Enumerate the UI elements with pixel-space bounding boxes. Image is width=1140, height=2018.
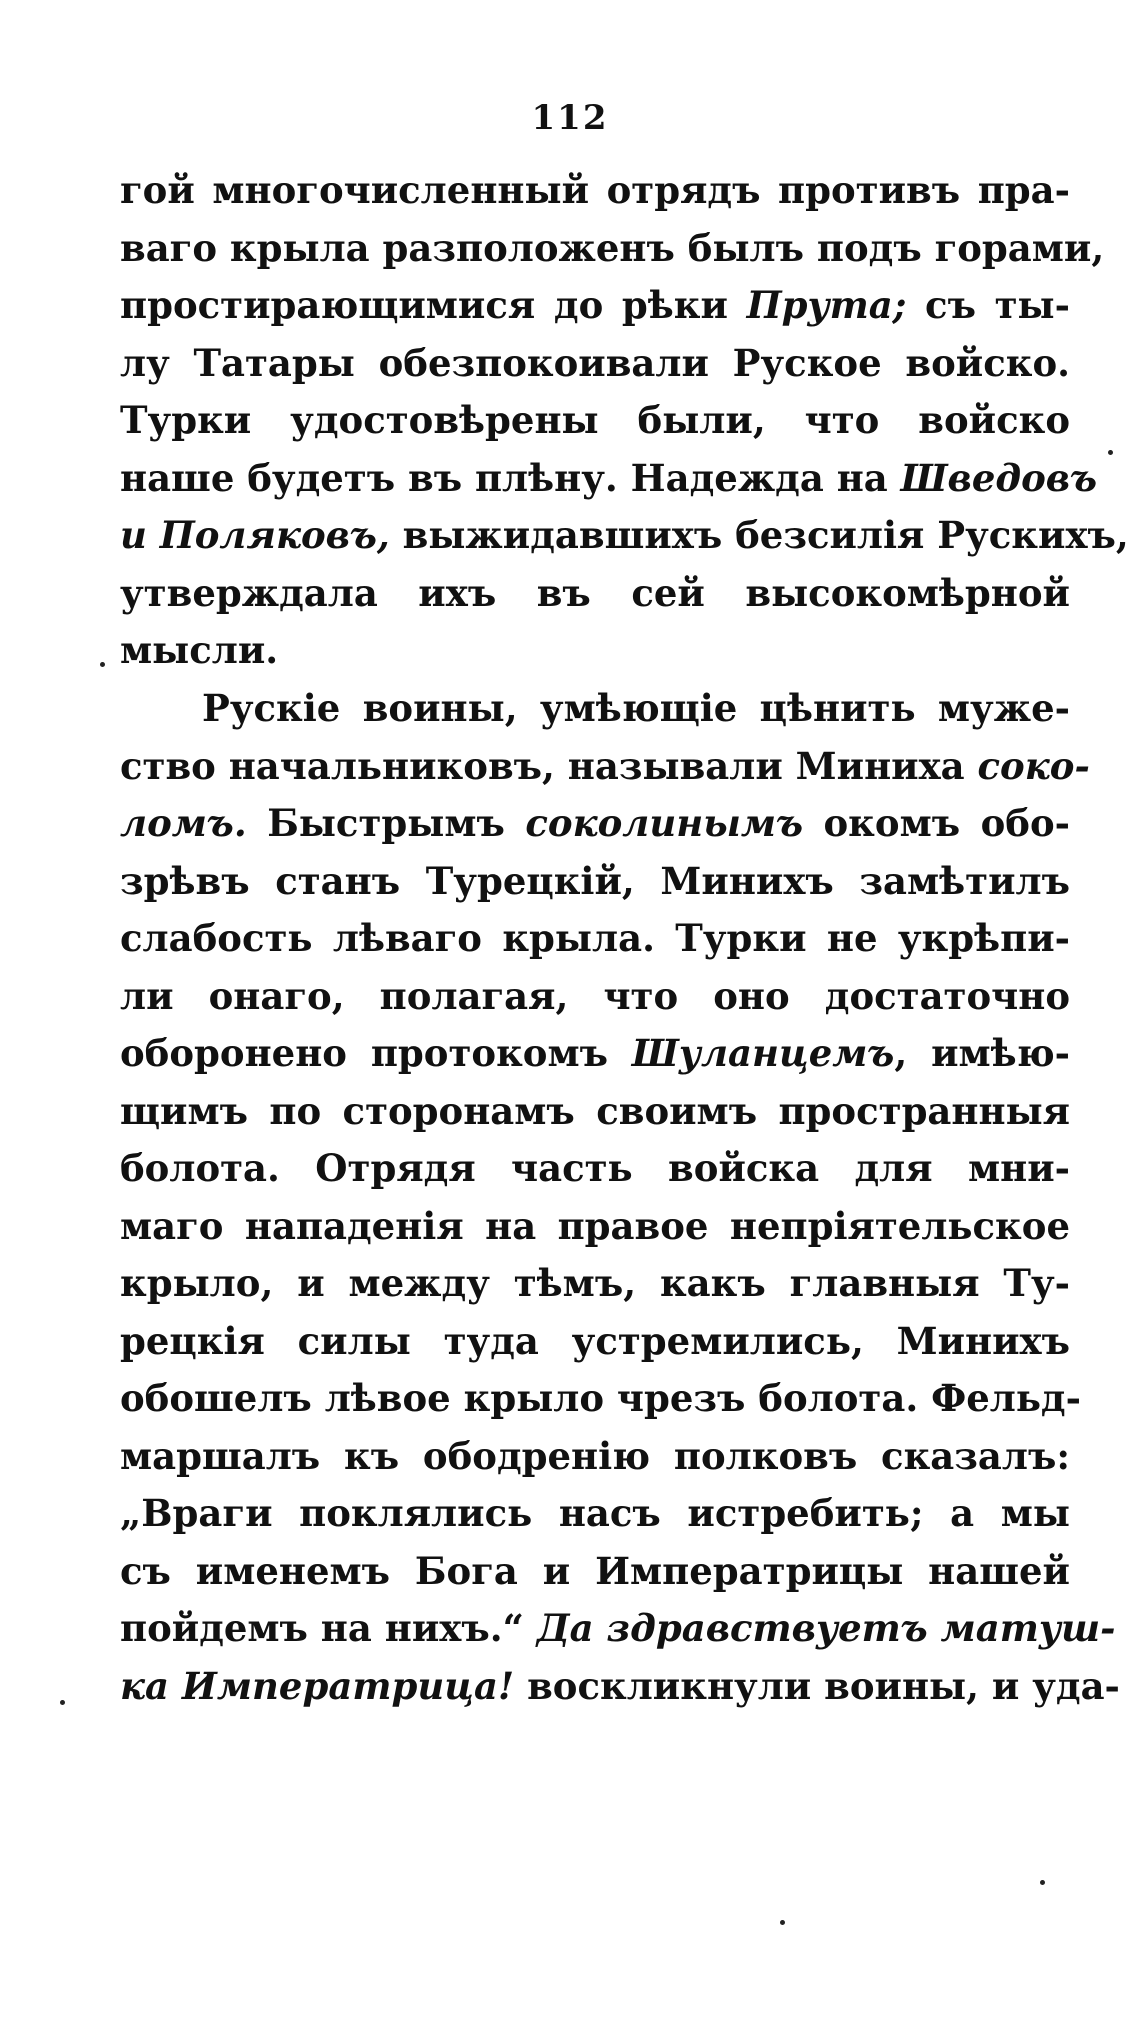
scan-speck (60, 1700, 65, 1705)
text-line: болота. Отрядя часть войска для мни- (120, 1146, 1070, 1190)
scan-speck (100, 662, 105, 667)
text-line: пойдемъ на нихъ.“ Да здравствуетъ матуш- (120, 1606, 1116, 1650)
text-line: слабость лѣваго крыла. Турки не укрѣпи- (120, 916, 1070, 960)
text-line: маго нападенія на правое непріятельское (120, 1203, 1070, 1248)
text-line: простирающимися до рѣки Прута; съ ты- (120, 283, 1070, 327)
text-line: утверждала ихъ въ сей высокомѣрной (120, 570, 1070, 615)
text-line: „Враги поклялись насъ истребить; а мы (120, 1491, 1070, 1535)
text-line: Рускіе воины, умѣющіе цѣнить муже- (202, 686, 1070, 730)
text-line: оборонено протокомъ Шуланцемъ, имѣю- (120, 1031, 1070, 1075)
paragraph-1 (120, 162, 1129, 680)
text-line: съ именемъ Бога и Императрицы нашей (120, 1548, 1070, 1593)
page-number: 112 (531, 98, 609, 138)
paragraph-2 (120, 680, 1120, 1715)
scan-speck (1040, 1880, 1045, 1885)
text-line: крыло, и между тѣмъ, какъ главныя Ту- (120, 1261, 1070, 1305)
text-line: наше будетъ въ плѣну. Надежда на Шведовъ (120, 455, 1098, 500)
scan-speck (780, 1920, 785, 1925)
text-line: лу Татары обезпокоивали Руское войско. (120, 340, 1070, 385)
text-line: щимъ по сторонамъ своимъ пространныя (120, 1088, 1070, 1133)
scan-speck (1108, 450, 1113, 455)
text-line: гой многочисленный отрядъ противъ пра- (120, 168, 1070, 212)
text-line: ка Императрица! воскликнули воины, и уда- (120, 1663, 1120, 1708)
text-line: маршалъ къ ободренію полковъ сказалъ: (120, 1433, 1070, 1478)
text-line: обошелъ лѣвое крыло чрезъ болота. Фельд- (120, 1376, 1081, 1420)
text-line: и Поляковъ, выжидавшихъ безсилія Рускихъ, (120, 513, 1129, 557)
text-line: ли онаго, полагая, что оно достаточно (120, 973, 1070, 1018)
text-line: рецкія силы туда устремились, Минихъ (120, 1318, 1070, 1363)
text-line: мысли. (120, 628, 279, 672)
text-line: Турки удостовѣрены были, что войско (120, 398, 1070, 442)
text-line: ство начальниковъ, называли Миниха соко- (120, 743, 1090, 788)
text-line: ваго крыла разположенъ былъ подъ горами, (120, 225, 1105, 270)
text-line: зрѣвъ станъ Турецкій, Минихъ замѣтилъ (120, 858, 1070, 903)
text-line: ломъ. Быстрымъ соколинымъ окомъ обо- (120, 801, 1070, 845)
